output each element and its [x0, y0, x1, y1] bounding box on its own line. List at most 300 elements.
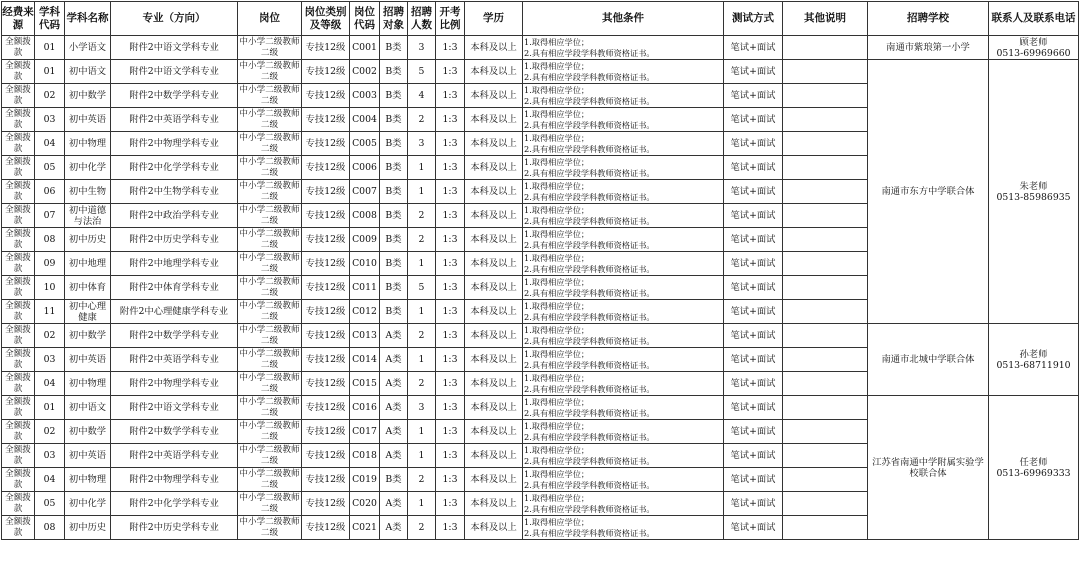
contact-name: 孙老师: [1019, 348, 1048, 360]
exam-ratio-cell: 1:3: [436, 228, 465, 252]
other-notes-cell: [783, 396, 868, 420]
major-cell: 附件2中地理学科专业: [111, 252, 238, 276]
header-contact: 联系人及联系电话: [989, 2, 1079, 36]
contact-cell: [989, 324, 1079, 396]
condition-line-1: 1.取得相应学位；: [524, 277, 590, 287]
post-level-cell: 专技12级: [302, 396, 350, 420]
education-cell: 本科及以上: [465, 420, 523, 444]
education-cell: 本科及以上: [465, 156, 523, 180]
other-notes-cell: [783, 348, 868, 372]
post-level-cell: 专技12级: [302, 84, 350, 108]
subject-code-cell: 05: [35, 492, 65, 516]
contact-phone: 0513-69969333: [996, 467, 1071, 479]
subject-code-cell: 06: [35, 180, 65, 204]
condition-line-1: 1.取得相应学位；: [524, 349, 590, 359]
condition-line-2: 2.具有相应学段学科教师资格证书。: [524, 119, 655, 130]
other-conditions-cell: [523, 156, 724, 180]
post-code-cell: C021: [350, 516, 380, 540]
post-cell: 中小学二级教师二级: [239, 277, 300, 298]
condition-line-2: 2.具有相应学段学科教师资格证书。: [524, 239, 655, 250]
subject-code-cell: 02: [35, 324, 65, 348]
other-notes-cell: [783, 252, 868, 276]
post-code-cell: C020: [350, 492, 380, 516]
post-code-cell: C001: [350, 36, 380, 60]
subject-name-cell: 初中化学: [65, 492, 111, 516]
subject-name-cell: 初中数学: [65, 420, 111, 444]
post-level-cell: 专技12级: [302, 156, 350, 180]
education-cell: 本科及以上: [465, 348, 523, 372]
condition-line-2: 2.具有相应学段学科教师资格证书。: [524, 167, 655, 178]
recruit-count-cell: 2: [408, 228, 436, 252]
contact-cell: [989, 396, 1079, 540]
other-conditions-cell: [523, 132, 724, 156]
subject-code-cell: 01: [35, 36, 65, 60]
table-header-row: [2, 2, 1079, 36]
post-level-cell: 专技12级: [302, 180, 350, 204]
post-code-cell: C004: [350, 108, 380, 132]
test-method-cell: 笔试+面试: [724, 204, 783, 228]
major-cell: 附件2中物理学科专业: [111, 132, 238, 156]
recruit-count-cell: 3: [408, 132, 436, 156]
recruit-target-cell: B类: [380, 228, 408, 252]
header-school: 招聘学校: [868, 2, 989, 36]
other-conditions-cell: [523, 372, 724, 396]
recruit-count-cell: 1: [408, 252, 436, 276]
subject-name-cell: 初中英语: [65, 348, 111, 372]
major-cell: 附件2中物理学科专业: [111, 468, 238, 492]
header-post-code: 岗位代码: [350, 2, 380, 36]
contact-name: 顾老师: [1019, 36, 1048, 48]
post-cell: 中小学二级教师二级: [239, 37, 300, 58]
subject-code-cell: 03: [35, 348, 65, 372]
other-conditions-cell: [523, 84, 724, 108]
education-cell: 本科及以上: [465, 132, 523, 156]
other-conditions-cell: [523, 396, 724, 420]
test-method-cell: 笔试+面试: [724, 348, 783, 372]
other-conditions-cell: [523, 324, 724, 348]
test-method-cell: 笔试+面试: [724, 276, 783, 300]
post-code-cell: C011: [350, 276, 380, 300]
condition-line-2: 2.具有相应学段学科教师资格证书。: [524, 527, 655, 538]
test-method-cell: 笔试+面试: [724, 492, 783, 516]
other-notes-cell: [783, 180, 868, 204]
funding-source-cell: 全额拨款: [2, 84, 35, 108]
post-level-cell: 专技12级: [302, 348, 350, 372]
funding-source-cell: 全额拨款: [2, 204, 35, 228]
post-cell: 中小学二级教师二级: [239, 205, 300, 226]
exam-ratio-cell: 1:3: [436, 324, 465, 348]
subject-code-cell: 01: [35, 60, 65, 84]
condition-line-1: 1.取得相应学位；: [524, 253, 590, 263]
other-notes-cell: [783, 228, 868, 252]
post-level-cell: 专技12级: [302, 420, 350, 444]
education-cell: 本科及以上: [465, 180, 523, 204]
post-level-cell: 专技12级: [302, 324, 350, 348]
school-cell: 南通市北城中学联合体: [868, 324, 989, 396]
test-method-cell: 笔试+面试: [724, 372, 783, 396]
condition-line-2: 2.具有相应学段学科教师资格证书。: [524, 407, 655, 418]
table-row: [2, 324, 1079, 348]
condition-line-1: 1.取得相应学位；: [524, 133, 590, 143]
funding-source-cell: 全额拨款: [2, 60, 35, 84]
subject-name-cell: 初中道德与法治: [65, 204, 111, 228]
recruit-target-cell: A类: [380, 492, 408, 516]
recruit-target-cell: B类: [380, 468, 408, 492]
header-post-level: 岗位类别及等级: [302, 2, 350, 36]
other-notes-cell: [783, 492, 868, 516]
subject-code-cell: 02: [35, 420, 65, 444]
other-conditions-cell: [523, 276, 724, 300]
recruit-target-cell: B类: [380, 108, 408, 132]
subject-code-cell: 03: [35, 108, 65, 132]
other-notes-cell: [783, 108, 868, 132]
recruit-target-cell: B类: [380, 300, 408, 324]
other-conditions-cell: [523, 468, 724, 492]
other-notes-cell: [783, 516, 868, 540]
subject-name-cell: 初中物理: [65, 468, 111, 492]
post-level-cell: 专技12级: [302, 468, 350, 492]
post-cell: 中小学二级教师二级: [239, 421, 300, 442]
recruit-count-cell: 2: [408, 516, 436, 540]
condition-line-2: 2.具有相应学段学科教师资格证书。: [524, 431, 655, 442]
table-row: [2, 396, 1079, 420]
test-method-cell: 笔试+面试: [724, 84, 783, 108]
post-level-cell: 专技12级: [302, 228, 350, 252]
funding-source-cell: 全额拨款: [2, 36, 35, 60]
other-notes-cell: [783, 324, 868, 348]
condition-line-1: 1.取得相应学位；: [524, 517, 590, 527]
condition-line-2: 2.具有相应学段学科教师资格证书。: [524, 503, 655, 514]
recruit-count-cell: 5: [408, 60, 436, 84]
test-method-cell: 笔试+面试: [724, 36, 783, 60]
post-level-cell: 专技12级: [302, 372, 350, 396]
major-cell: 附件2中语文学科专业: [111, 60, 238, 84]
major-cell: 附件2中数学学科专业: [111, 84, 238, 108]
test-method-cell: 笔试+面试: [724, 108, 783, 132]
contact-phone: 0513-85986935: [996, 191, 1071, 203]
other-notes-cell: [783, 276, 868, 300]
post-cell: 中小学二级教师二级: [239, 133, 300, 154]
major-cell: 附件2中英语学科专业: [111, 444, 238, 468]
post-code-cell: C018: [350, 444, 380, 468]
recruit-target-cell: B类: [380, 252, 408, 276]
condition-line-1: 1.取得相应学位；: [524, 493, 590, 503]
test-method-cell: 笔试+面试: [724, 444, 783, 468]
funding-source-cell: 全额拨款: [2, 300, 35, 324]
subject-code-cell: 05: [35, 156, 65, 180]
education-cell: 本科及以上: [465, 300, 523, 324]
recruit-target-cell: A类: [380, 396, 408, 420]
post-level-cell: 专技12级: [302, 444, 350, 468]
post-code-cell: C013: [350, 324, 380, 348]
recruit-count-cell: 5: [408, 276, 436, 300]
subject-code-cell: 07: [35, 204, 65, 228]
table-row: [2, 36, 1079, 60]
subject-code-cell: 01: [35, 396, 65, 420]
other-conditions-cell: [523, 60, 724, 84]
post-cell: 中小学二级教师二级: [239, 301, 300, 322]
exam-ratio-cell: 1:3: [436, 60, 465, 84]
other-notes-cell: [783, 132, 868, 156]
education-cell: 本科及以上: [465, 204, 523, 228]
post-cell: 中小学二级教师二级: [239, 181, 300, 202]
education-cell: 本科及以上: [465, 372, 523, 396]
exam-ratio-cell: 1:3: [436, 84, 465, 108]
post-level-cell: 专技12级: [302, 132, 350, 156]
exam-ratio-cell: 1:3: [436, 516, 465, 540]
exam-ratio-cell: 1:3: [436, 108, 465, 132]
post-level-cell: 专技12级: [302, 204, 350, 228]
post-cell: 中小学二级教师二级: [239, 325, 300, 346]
major-cell: 附件2中物理学科专业: [111, 372, 238, 396]
funding-source-cell: 全额拨款: [2, 396, 35, 420]
recruit-count-cell: 1: [408, 180, 436, 204]
post-code-cell: C012: [350, 300, 380, 324]
post-cell: 中小学二级教师二级: [239, 445, 300, 466]
contact-phone: 0513-68711910: [996, 359, 1071, 371]
major-cell: 附件2中语文学科专业: [111, 36, 238, 60]
funding-source-cell: 全额拨款: [2, 132, 35, 156]
post-cell: 中小学二级教师二级: [239, 373, 300, 394]
recruit-count-cell: 1: [408, 156, 436, 180]
other-notes-cell: [783, 468, 868, 492]
major-cell: 附件2中语文学科专业: [111, 396, 238, 420]
recruit-count-cell: 2: [408, 372, 436, 396]
post-code-cell: C006: [350, 156, 380, 180]
subject-name-cell: 初中心理健康: [65, 300, 111, 324]
other-notes-cell: [783, 372, 868, 396]
test-method-cell: 笔试+面试: [724, 156, 783, 180]
other-conditions-cell: [523, 36, 724, 60]
recruit-count-cell: 2: [408, 204, 436, 228]
other-notes-cell: [783, 36, 868, 60]
condition-line-2: 2.具有相应学段学科教师资格证书。: [524, 335, 655, 346]
funding-source-cell: 全额拨款: [2, 492, 35, 516]
school-cell: 南通市东方中学联合体: [868, 60, 989, 324]
post-code-cell: C010: [350, 252, 380, 276]
subject-name-cell: 初中体育: [65, 276, 111, 300]
major-cell: 附件2中生物学科专业: [111, 180, 238, 204]
subject-name-cell: 初中英语: [65, 444, 111, 468]
contact-phone: 0513-69969660: [996, 47, 1071, 59]
condition-line-1: 1.取得相应学位；: [524, 445, 590, 455]
post-code-cell: C019: [350, 468, 380, 492]
condition-line-1: 1.取得相应学位；: [524, 325, 590, 335]
header-funding-source: 经费来源: [2, 2, 35, 36]
post-level-cell: 专技12级: [302, 516, 350, 540]
condition-line-2: 2.具有相应学段学科教师资格证书。: [524, 311, 655, 322]
subject-code-cell: 02: [35, 84, 65, 108]
condition-line-1: 1.取得相应学位；: [524, 85, 590, 95]
subject-code-cell: 03: [35, 444, 65, 468]
other-notes-cell: [783, 420, 868, 444]
condition-line-2: 2.具有相应学段学科教师资格证书。: [524, 215, 655, 226]
recruit-count-cell: 1: [408, 420, 436, 444]
exam-ratio-cell: 1:3: [436, 300, 465, 324]
education-cell: 本科及以上: [465, 516, 523, 540]
funding-source-cell: 全额拨款: [2, 156, 35, 180]
funding-source-cell: 全额拨款: [2, 348, 35, 372]
test-method-cell: 笔试+面试: [724, 60, 783, 84]
recruit-target-cell: A类: [380, 420, 408, 444]
other-conditions-cell: [523, 492, 724, 516]
post-cell: 中小学二级教师二级: [239, 61, 300, 82]
post-cell: 中小学二级教师二级: [239, 229, 300, 250]
recruit-target-cell: A类: [380, 444, 408, 468]
exam-ratio-cell: 1:3: [436, 348, 465, 372]
other-notes-cell: [783, 300, 868, 324]
recruit-target-cell: B类: [380, 84, 408, 108]
post-cell: 中小学二级教师二级: [239, 469, 300, 490]
header-subject-code: 学科代码: [35, 2, 65, 36]
recruit-target-cell: A类: [380, 516, 408, 540]
subject-name-cell: 初中数学: [65, 84, 111, 108]
subject-name-cell: 初中数学: [65, 324, 111, 348]
post-code-cell: C008: [350, 204, 380, 228]
recruit-target-cell: B类: [380, 204, 408, 228]
other-conditions-cell: [523, 348, 724, 372]
education-cell: 本科及以上: [465, 252, 523, 276]
school-cell: 江苏省南通中学附属实验学校联合体: [868, 396, 989, 540]
post-code-cell: C016: [350, 396, 380, 420]
other-notes-cell: [783, 444, 868, 468]
recruit-target-cell: B类: [380, 60, 408, 84]
test-method-cell: 笔试+面试: [724, 132, 783, 156]
post-level-cell: 专技12级: [302, 252, 350, 276]
recruitment-table: [1, 1, 1079, 540]
test-method-cell: 笔试+面试: [724, 228, 783, 252]
post-cell: 中小学二级教师二级: [239, 349, 300, 370]
major-cell: 附件2中历史学科专业: [111, 228, 238, 252]
subject-name-cell: 初中物理: [65, 372, 111, 396]
condition-line-1: 1.取得相应学位；: [524, 205, 590, 215]
education-cell: 本科及以上: [465, 60, 523, 84]
funding-source-cell: 全额拨款: [2, 252, 35, 276]
exam-ratio-cell: 1:3: [436, 372, 465, 396]
education-cell: 本科及以上: [465, 36, 523, 60]
post-cell: 中小学二级教师二级: [239, 493, 300, 514]
recruit-target-cell: B类: [380, 36, 408, 60]
subject-code-cell: 10: [35, 276, 65, 300]
recruit-target-cell: B类: [380, 180, 408, 204]
subject-name-cell: 初中英语: [65, 108, 111, 132]
post-level-cell: 专技12级: [302, 492, 350, 516]
header-subject-name: 学科名称: [65, 2, 111, 36]
education-cell: 本科及以上: [465, 324, 523, 348]
funding-source-cell: 全额拨款: [2, 108, 35, 132]
post-code-cell: C017: [350, 420, 380, 444]
other-notes-cell: [783, 84, 868, 108]
header-test-method: 测试方式: [724, 2, 783, 36]
funding-source-cell: 全额拨款: [2, 276, 35, 300]
post-level-cell: 专技12级: [302, 60, 350, 84]
other-conditions-cell: [523, 444, 724, 468]
post-code-cell: C003: [350, 84, 380, 108]
exam-ratio-cell: 1:3: [436, 156, 465, 180]
major-cell: 附件2中数学学科专业: [111, 420, 238, 444]
education-cell: 本科及以上: [465, 84, 523, 108]
post-cell: 中小学二级教师二级: [239, 85, 300, 106]
major-cell: 附件2中化学学科专业: [111, 492, 238, 516]
subject-code-cell: 08: [35, 228, 65, 252]
condition-line-2: 2.具有相应学段学科教师资格证书。: [524, 479, 655, 490]
condition-line-2: 2.具有相应学段学科教师资格证书。: [524, 263, 655, 274]
test-method-cell: 笔试+面试: [724, 396, 783, 420]
major-cell: 附件2中英语学科专业: [111, 348, 238, 372]
recruit-target-cell: B类: [380, 276, 408, 300]
other-conditions-cell: [523, 420, 724, 444]
condition-line-1: 1.取得相应学位；: [524, 109, 590, 119]
exam-ratio-cell: 1:3: [436, 276, 465, 300]
major-cell: 附件2中数学学科专业: [111, 324, 238, 348]
major-cell: 附件2中英语学科专业: [111, 108, 238, 132]
funding-source-cell: 全额拨款: [2, 516, 35, 540]
funding-source-cell: 全额拨款: [2, 420, 35, 444]
subject-code-cell: 08: [35, 516, 65, 540]
education-cell: 本科及以上: [465, 228, 523, 252]
post-level-cell: 专技12级: [302, 300, 350, 324]
condition-line-1: 1.取得相应学位；: [524, 157, 590, 167]
recruit-count-cell: 3: [408, 396, 436, 420]
condition-line-2: 2.具有相应学段学科教师资格证书。: [524, 455, 655, 466]
other-notes-cell: [783, 156, 868, 180]
test-method-cell: 笔试+面试: [724, 468, 783, 492]
other-conditions-cell: [523, 204, 724, 228]
recruit-target-cell: A类: [380, 372, 408, 396]
post-code-cell: C014: [350, 348, 380, 372]
header-other-notes: 其他说明: [783, 2, 868, 36]
subject-name-cell: 初中物理: [65, 132, 111, 156]
other-notes-cell: [783, 204, 868, 228]
major-cell: 附件2中心理健康学科专业: [111, 300, 238, 324]
contact-name: 朱老师: [1019, 180, 1048, 192]
header-education: 学历: [465, 2, 523, 36]
funding-source-cell: 全额拨款: [2, 180, 35, 204]
condition-line-1: 1.取得相应学位；: [524, 421, 590, 431]
condition-line-1: 1.取得相应学位；: [524, 181, 590, 191]
contact-name: 任老师: [1019, 456, 1048, 468]
post-cell: 中小学二级教师二级: [239, 253, 300, 274]
exam-ratio-cell: 1:3: [436, 204, 465, 228]
condition-line-1: 1.取得相应学位；: [524, 61, 590, 71]
test-method-cell: 笔试+面试: [724, 516, 783, 540]
post-level-cell: 专技12级: [302, 36, 350, 60]
recruit-target-cell: A类: [380, 324, 408, 348]
header-recruit-count: 招聘人数: [408, 2, 436, 36]
post-code-cell: C015: [350, 372, 380, 396]
post-level-cell: 专技12级: [302, 108, 350, 132]
funding-source-cell: 全额拨款: [2, 228, 35, 252]
exam-ratio-cell: 1:3: [436, 396, 465, 420]
major-cell: 附件2中政治学科专业: [111, 204, 238, 228]
condition-line-2: 2.具有相应学段学科教师资格证书。: [524, 47, 655, 58]
post-cell: 中小学二级教师二级: [239, 397, 300, 418]
recruit-count-cell: 3: [408, 36, 436, 60]
school-cell: 南通市紫琅第一小学: [868, 36, 989, 60]
condition-line-1: 1.取得相应学位；: [524, 229, 590, 239]
condition-line-2: 2.具有相应学段学科教师资格证书。: [524, 359, 655, 370]
recruit-count-cell: 2: [408, 468, 436, 492]
exam-ratio-cell: 1:3: [436, 468, 465, 492]
header-recruit-target: 招聘对象: [380, 2, 408, 36]
exam-ratio-cell: 1:3: [436, 180, 465, 204]
condition-line-2: 2.具有相应学段学科教师资格证书。: [524, 383, 655, 394]
subject-code-cell: 09: [35, 252, 65, 276]
recruit-count-cell: 2: [408, 108, 436, 132]
subject-code-cell: 04: [35, 372, 65, 396]
post-cell: 中小学二级教师二级: [239, 109, 300, 130]
subject-name-cell: 初中语文: [65, 60, 111, 84]
